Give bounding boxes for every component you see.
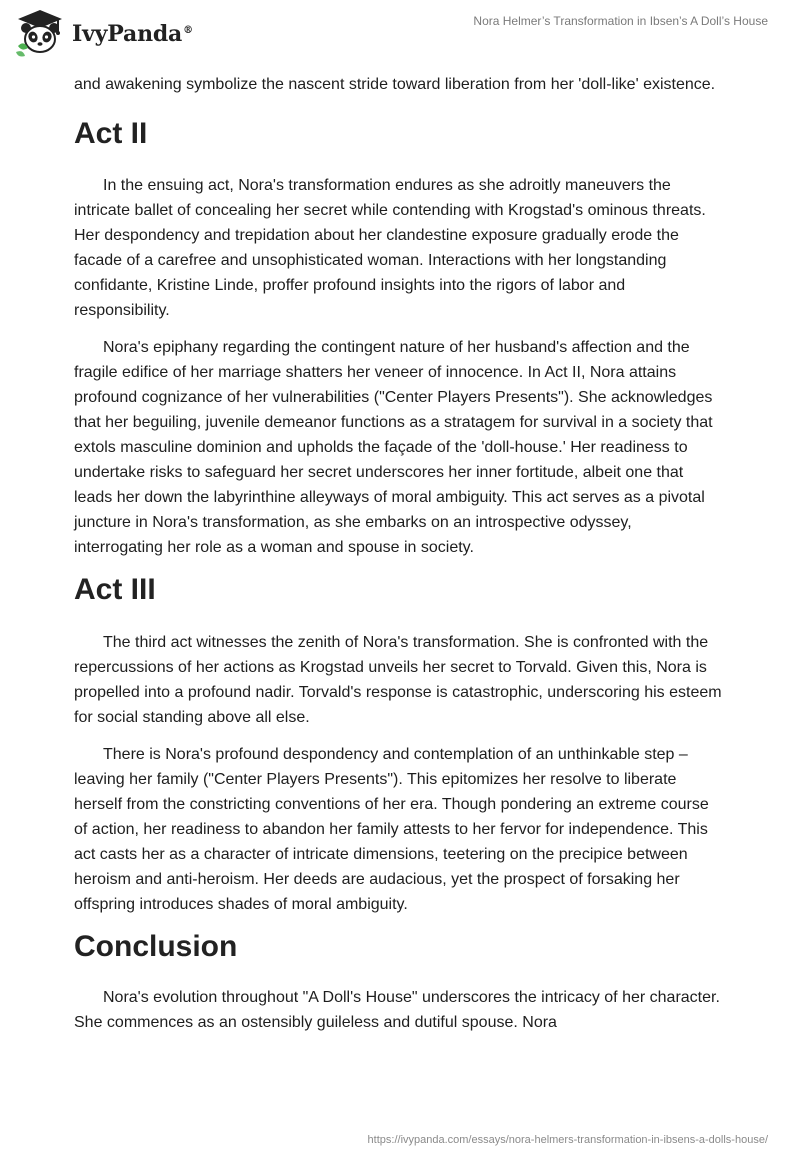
panda-graduation-cap-icon (14, 6, 66, 58)
registered-mark: ® (183, 24, 193, 36)
paragraph-act2-1: In the ensuing act, Nora's transformation endures as she adroitly maneuvers the intricate ballet of concealing her secret while contending with Krogstad's ominous threats. Her despondency and trepidation about her clandestine exposure gradually erode the facade of a carefree and unsophisticated woman. Interactions with her longstanding confidante, Kristine Linde, proffer profound insights into the rigors of labor and responsibility. (74, 177, 706, 319)
brand-name (72, 21, 193, 47)
document-title: Nora Helmer’s Transformation in Ibsen’s A Doll’s House (473, 14, 768, 28)
paragraph-act2-2: Nora's epiphany regarding the contingent nature of her husband's affection and the fragile edifice of her marriage shatters her veneer of innocence. In Act II, Nora attains profound cognizance of her vulnerabilities ("Center Players Presents"). She acknowledges that her beguiling, juvenile demeanor functions as a stratagem for survival in a society that extols masculine dominion and upholds the façade of the 'doll-house.' Her readiness to undertake risks to safeguard her secret underscores her inner fortitude, albeit one that leads her down the labyrinthine alleyways of moral ambiguity. This act serves as a pivotal juncture in Nora's transformation, as she embarks on an introspective odyssey, interrogating her role as a woman and spouse in society. (74, 339, 713, 556)
heading-conclusion: Conclusion (74, 930, 238, 963)
page-header (0, 0, 800, 72)
source-url-link[interactable]: https://ivypanda.com/essays/nora-helmers-transformation-in-ibsens-a-dolls-house/ (367, 1134, 768, 1146)
paragraph-conclusion-1: Nora's evolution throughout "A Doll's House" underscores the intricacy of her character. She commences as an ostensibly guileless and dutiful spouse. Nora (74, 989, 720, 1031)
brand-text: IvyPanda (72, 21, 183, 47)
heading-act-ii: Act II (74, 117, 148, 150)
essay-content (74, 72, 724, 1035)
ivypanda-logo[interactable] (14, 6, 193, 58)
paragraph-act3-1: The third act witnesses the zenith of Nora's transformation. She is confronted with the repercussions of her actions as Krogstad unveils her secret to Torvald. Given this, Nora is propelled into a profound nadir. Torvald's response is catastrophic, underscoring his esteem for social standing above all else. (74, 634, 722, 726)
heading-act-iii: Act III (74, 573, 156, 606)
paragraph-act3-2: There is Nora's profound despondency and contemplation of an unthinkable step – leaving her family ("Center Players Presents"). This epitomizes her resolve to liberate herself from the constricting conventions of her era. Though pondering an extreme course of action, her readiness to abandon her family attests to her fervor for independence. This act casts her as a character of intricate dimensions, teetering on the precipice between heroism and anti-heroism. Her deeds are audacious, yet the prospect of forsaking her offspring introduces shades of moral ambiguity. (74, 746, 709, 913)
paragraph-continuation: and awakening symbolize the nascent stride toward liberation from her 'doll-like' existence. (74, 76, 716, 93)
